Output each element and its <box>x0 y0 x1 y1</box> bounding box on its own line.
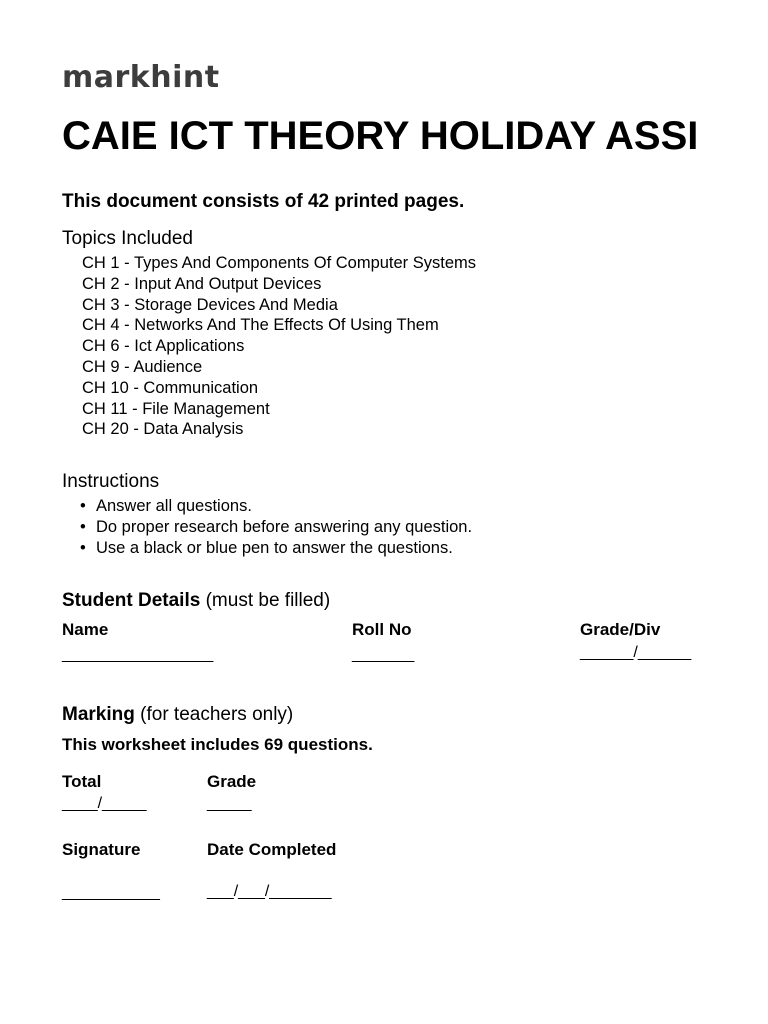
student-details-note: (must be filled) <box>205 590 331 611</box>
topic-item: CH 20 - Data Analysis <box>82 420 244 439</box>
date-completed-label: Date Completed <box>207 840 337 859</box>
topics-heading: Topics Included <box>62 228 193 249</box>
roll-no-field[interactable]: _______ <box>352 646 415 663</box>
markhint-logo: markhint <box>62 60 220 95</box>
topic-item: CH 11 - File Management <box>82 399 270 418</box>
grade-div-label: Grade/Div <box>580 620 661 639</box>
question-count-text: This worksheet includes 69 questions. <box>62 735 373 754</box>
student-details-title: Student Details <box>62 590 201 611</box>
signature-field[interactable]: ___________ <box>62 884 160 901</box>
marking-title: Marking <box>62 704 135 725</box>
instruction-item <box>80 538 472 559</box>
topic-item: CH 6 - Ict Applications <box>82 337 245 356</box>
grade-label: Grade <box>207 772 257 791</box>
bullet-icon: • <box>80 518 86 536</box>
document-title: CAIE ICT THEORY HOLIDAY ASSI <box>62 114 699 158</box>
name-field[interactable]: _________________ <box>62 646 214 663</box>
instruction-text: Use a black or blue pen to answer the questions. <box>96 539 453 557</box>
topic-list <box>82 253 476 440</box>
bullet-icon: • <box>80 539 86 557</box>
topic-item: CH 1 - Types And Components Of Computer Systems <box>82 254 477 272</box>
marking-note: (for teachers only) <box>140 704 294 725</box>
topic-item: CH 10 - Communication <box>82 378 259 397</box>
instructions-list <box>80 496 472 559</box>
page-count-text: This document consists of 42 printed pages. <box>62 191 465 212</box>
topic-item: CH 2 - Input And Output Devices <box>82 274 322 293</box>
instruction-item <box>80 517 472 538</box>
grade-field[interactable]: _____ <box>207 795 252 812</box>
total-label: Total <box>62 772 102 791</box>
marking-heading <box>62 703 293 727</box>
date-completed-field[interactable]: ___/___/_______ <box>207 883 332 900</box>
instruction-text: Answer all questions. <box>96 497 252 515</box>
topic-item: CH 4 - Networks And The Effects Of Using Them <box>82 316 439 335</box>
topic-item: CH 9 - Audience <box>82 357 203 376</box>
instruction-text: Do proper research before answering any question. <box>96 518 473 536</box>
total-field[interactable]: ____/_____ <box>62 795 147 812</box>
grade-div-field[interactable]: ______/______ <box>580 644 692 661</box>
instruction-item <box>80 496 472 517</box>
signature-label: Signature <box>62 840 141 859</box>
bullet-icon: • <box>80 497 86 515</box>
roll-no-label: Roll No <box>352 620 412 639</box>
student-details-heading <box>62 589 330 613</box>
name-label: Name <box>62 620 109 639</box>
instructions-heading: Instructions <box>62 471 160 492</box>
topic-item: CH 3 - Storage Devices And Media <box>82 295 338 314</box>
